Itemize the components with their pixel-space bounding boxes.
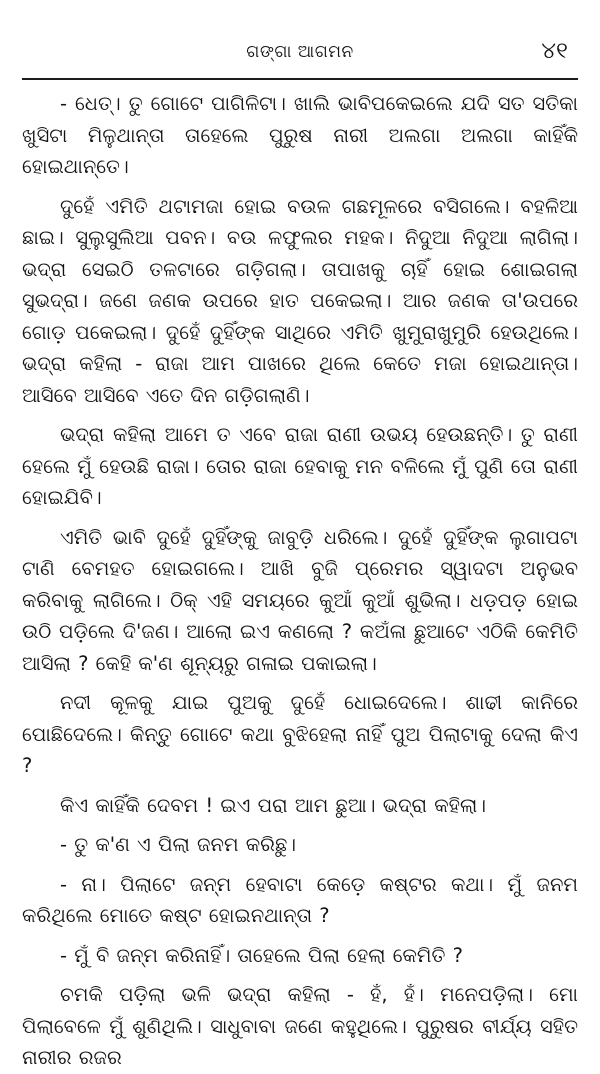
page-body <box>22 88 578 1074</box>
paragraph: ଭଦ୍ରା କହିଲା ଆମେ ତ ଏବେ ରାଜା ରାଣୀ ଉଭୟ ହେଉଛନ୍ତି। ତୁ ରାଣୀ ହେଲେ ମୁଁ ହେଉଛି ରାଜା। ତୋର ରାଜା ହେବାକୁ ମନ ବଳିଲେ ମୁଁ ପୁଣି ତୋ ରାଣୀ ହୋଇଯିବି। <box>22 423 578 509</box>
running-title: ଗଙ୍ଗା ଆଗମନ <box>246 42 354 62</box>
paragraph: କିଏ କାହିଁକି ଦେବମ ! ଇଏ ପରା ଆମ ଛୁଆ। ଭଦ୍ରା କହିଲା। <box>60 793 487 817</box>
header-rule <box>22 78 578 80</box>
paragraph: - ଧେତ୍। ତୁ ଗୋଟେ ପାଗିଳିଟା। ଖାଲି ଭାବିପକେଇଲେ ଯଦି ସତ ସତିକା ଖୁସିଟା ମିଳୁଥାନ୍ତା ତାହେଲେ ପୁରୁଷ ନାରୀ ଅଲଗା ଅଲଗା କାହିଁକି ହୋଇଥାନ୍ତେ। <box>22 92 578 178</box>
paragraph: ନଦୀ କୂଳକୁ ଯାଇ ପୁଅକୁ ଦୁହେଁ ଧୋଇଦେଲେ। ଶାଢୀ କାନିରେ ପୋଛିଦେଲେ। କିନ୍ତୁ ଗୋଟେ କଥା ବୁଝିହେଲା ନାହିଁ ପୁଅ ପିଲାଟାକୁ ଦେଲା କିଏ ? <box>22 691 578 777</box>
paragraph: ଦୁହେଁ ଏମିତି ଥଟାମଜା ହୋଇ ବଉଳ ଗଛମୂଳରେ ବସିଗଲେ। ବହଳିଆ ଛାଇ। ସୁଲୁସୁଲିଆ ପବନ। ବଉ ଳଫୁଲର ମହକ। ନିଦୁଆ ନିଦୁଆ ଲାଗିଲା। ଭଦ୍ରା ସେଇଠି ତଳଟାରେ ଗଡ଼ିଗଲା। ତାପାଖକୁ ଚାହିଁ ହୋଇ ଶୋଇଗଲା ସୁଭଦ୍ରା। ଜଣେ ଜଣକ ଉପରେ ହାତ ପକେଇଲା। ଆର ଜଣକ ତା'ଉପରେ ଗୋଡ଼ ପକେଇଲା। ଦୁହେଁ ଦୁହିଁଙ୍କ ସାଥିରେ ଏମିତି ଖୁମୁରାଖୁମୁରି ହେଉଥିଲେ। ଭଦ୍ରା କହିଲା - ରାଜା ଆମ ପାଖରେ ଥିଲେ କେତେ ମଜା ହୋଇଥାନ୍ତା। ଆସିବେ ଆସିବେ ଏତେ ଦିନ ଗଡ଼ିଗଲାଣି। <box>22 194 578 407</box>
paragraph: ଚମକି ପଡ଼ିଲା ଭଳି ଭଦ୍ରା କହିଲା - ହଁ, ହଁ। ମନେପଡ଼ିଲା। ମୋ ପିଲାବେଳେ ମୁଁ ଶୁଣିଥିଲି। ସାଧୁବାବା ଜଣେ କହୁଥିଲେ। ପୁରୁଷର ବୀର୍ଯ୍ୟ ସହିତ ନାରୀର ରଜର <box>22 983 578 1069</box>
paragraph: - ତୁ କ'ଣ ଏ ପିଲା ଜନମ କରିଛୁ। <box>60 833 297 856</box>
page-header <box>22 34 578 82</box>
paragraph: - ନା। ପିଲାଟେ ଜନ୍ମ ହେବାଟା କେଡ଼େ କଷ୍ଟର କଥା। ମୁଁ ଜନମ କରିଥିଲେ ମୋତେ କଷ୍ଟ ହୋଇନଥାନ୍ତା ? <box>22 872 578 927</box>
page-number: ୪୧ <box>541 38 568 64</box>
paragraph: ଏମିତି ଭାବି ଦୁହେଁ ଦୁହିଁଙ୍କୁ ଜାବୁଡ଼ି ଧରିଲେ। ଦୁହେଁ ଦୁହିଁଙ୍କ ଲୁଗାପଟା ଟାଣି ବେମହତ ହୋଇଗଲେ। ଆଖି ବୁଜି ପ୍ରେମର ସ୍ୱାଦଟା ଅନୁଭବ କରିବାକୁ ଲାଗିଲେ। ଠିକ୍ ଏହି ସମୟରେ କୁଆଁ କୁଆଁ ଶୁଭିଲା। ଧଡ଼ପଡ଼ ହୋଇ ଉଠି ପଡ଼ିଲେ ଦି'ଜଣ। ଆଲୋ ଇଏ କଣଲୋ ? କଅଁଳା ଛୁଆଟେ ଏଠିକି କେମିତି ଆସିଲା ? କେହି କ'ଣ ଶୂନ୍ୟରୁ ଗଳାଇ ପକାଇଲା। <box>22 525 578 675</box>
paragraph: - ମୁଁ ବି ଜନ୍ମ କରିନାହିଁ। ତାହେଲେ ପିଲା ହେଲା କେମିତି ? <box>60 943 463 967</box>
